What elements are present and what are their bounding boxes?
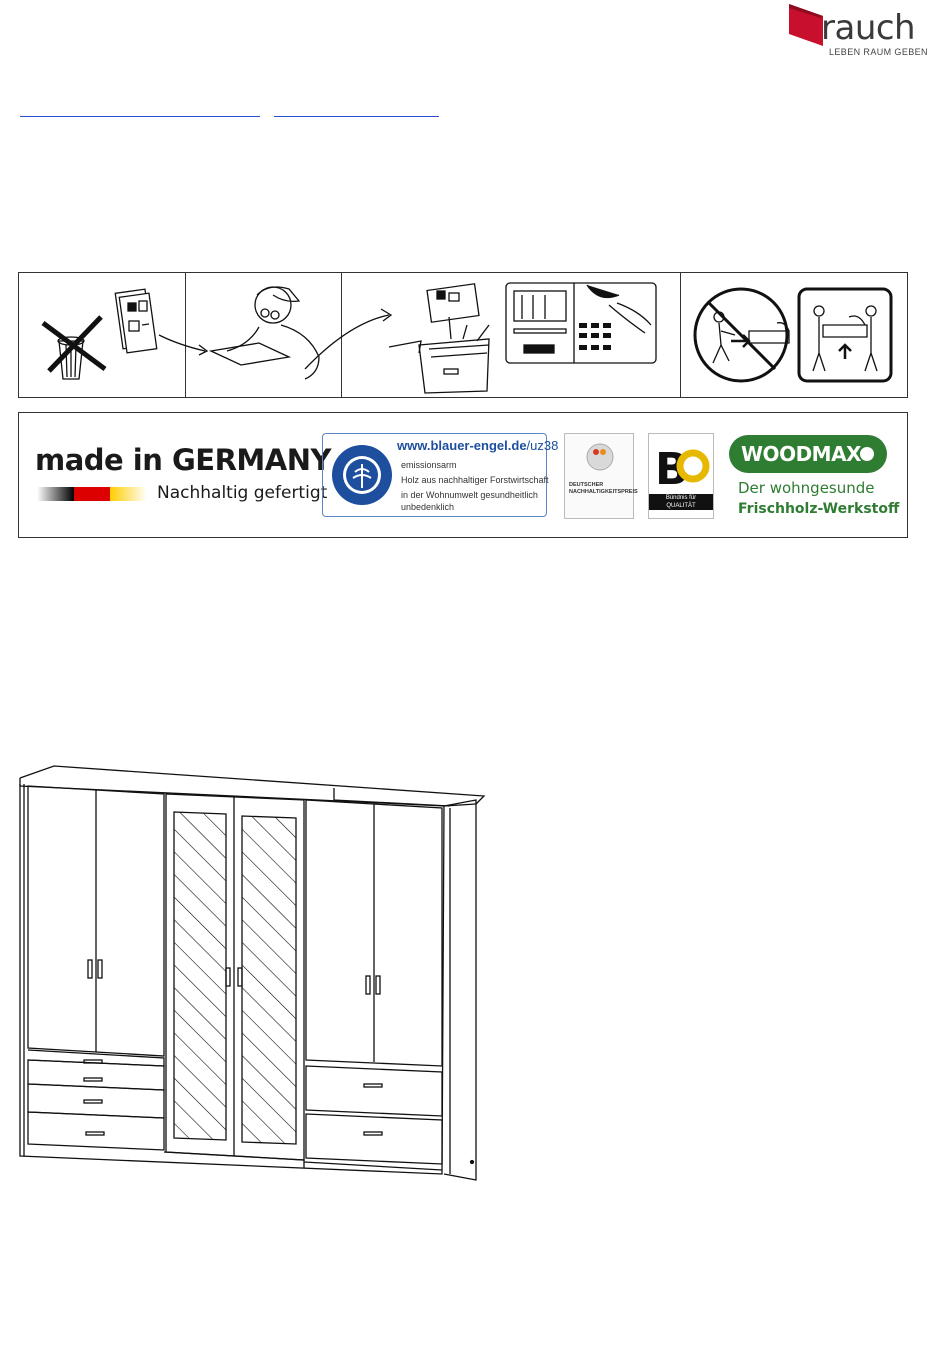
parts-sheet-icon xyxy=(506,283,656,363)
nachhaltigkeitspreis-badge xyxy=(564,433,638,519)
manual-booklet-icon xyxy=(115,289,157,353)
hyperlink-underline[interactable] xyxy=(274,116,439,117)
certification-strip xyxy=(18,412,908,538)
logo-tagline: LEBEN RAUM GEBEN xyxy=(829,47,928,57)
rauch-logo xyxy=(785,2,928,62)
award-sphere-icon xyxy=(585,442,615,472)
blauer-engel-seal-icon xyxy=(331,444,393,506)
bq-caption: Bündnis für QUALITÄT xyxy=(649,494,713,510)
blauer-engel-item: Holz aus nachhaltiger Forstwirtschaft xyxy=(401,475,549,485)
bq-letter-b: B xyxy=(655,444,689,492)
bq-mark-icon xyxy=(649,436,713,492)
blauer-engel-item: emissionsarm xyxy=(401,460,457,470)
woodmax-logo xyxy=(729,435,889,475)
made-in-germany-heading: made in GERMANY xyxy=(35,443,332,477)
blauer-engel-badge xyxy=(322,433,559,517)
woodmax-name: WOODMAX xyxy=(741,442,861,466)
german-flag-bar xyxy=(37,487,147,501)
trash-bin-icon xyxy=(43,317,105,379)
instruction-pictograms-icon xyxy=(19,273,907,397)
woodmax-slogan-2: Frischholz-Werkstoff xyxy=(738,501,900,517)
blauer-engel-url[interactable]: www.blauer-engel.de/uz38 xyxy=(397,438,559,453)
logo-wordmark: rauch xyxy=(821,8,916,48)
file-folder-icon xyxy=(389,284,489,393)
made-in-germany-sub: Nachhaltig gefertigt xyxy=(157,483,328,503)
award-text: DEUTSCHER NACHHALTIGKEITSPREIS xyxy=(569,482,638,495)
logo-mark-icon xyxy=(785,2,825,48)
blauer-engel-item: in der Wohnumwelt gesundheitlich xyxy=(401,490,538,500)
reading-person-icon xyxy=(211,287,319,379)
bq-quality-badge xyxy=(648,433,714,519)
blauer-engel-item: unbedenklich xyxy=(401,502,455,512)
instruction-panel xyxy=(18,272,908,398)
wardrobe-illustration-icon xyxy=(14,760,494,1190)
no-dragging-icon xyxy=(695,289,789,381)
woodmax-slogan-1: Der wohngesunde xyxy=(738,479,875,497)
lift-furniture-icon xyxy=(799,289,891,381)
hyperlink-underline[interactable] xyxy=(20,116,260,117)
